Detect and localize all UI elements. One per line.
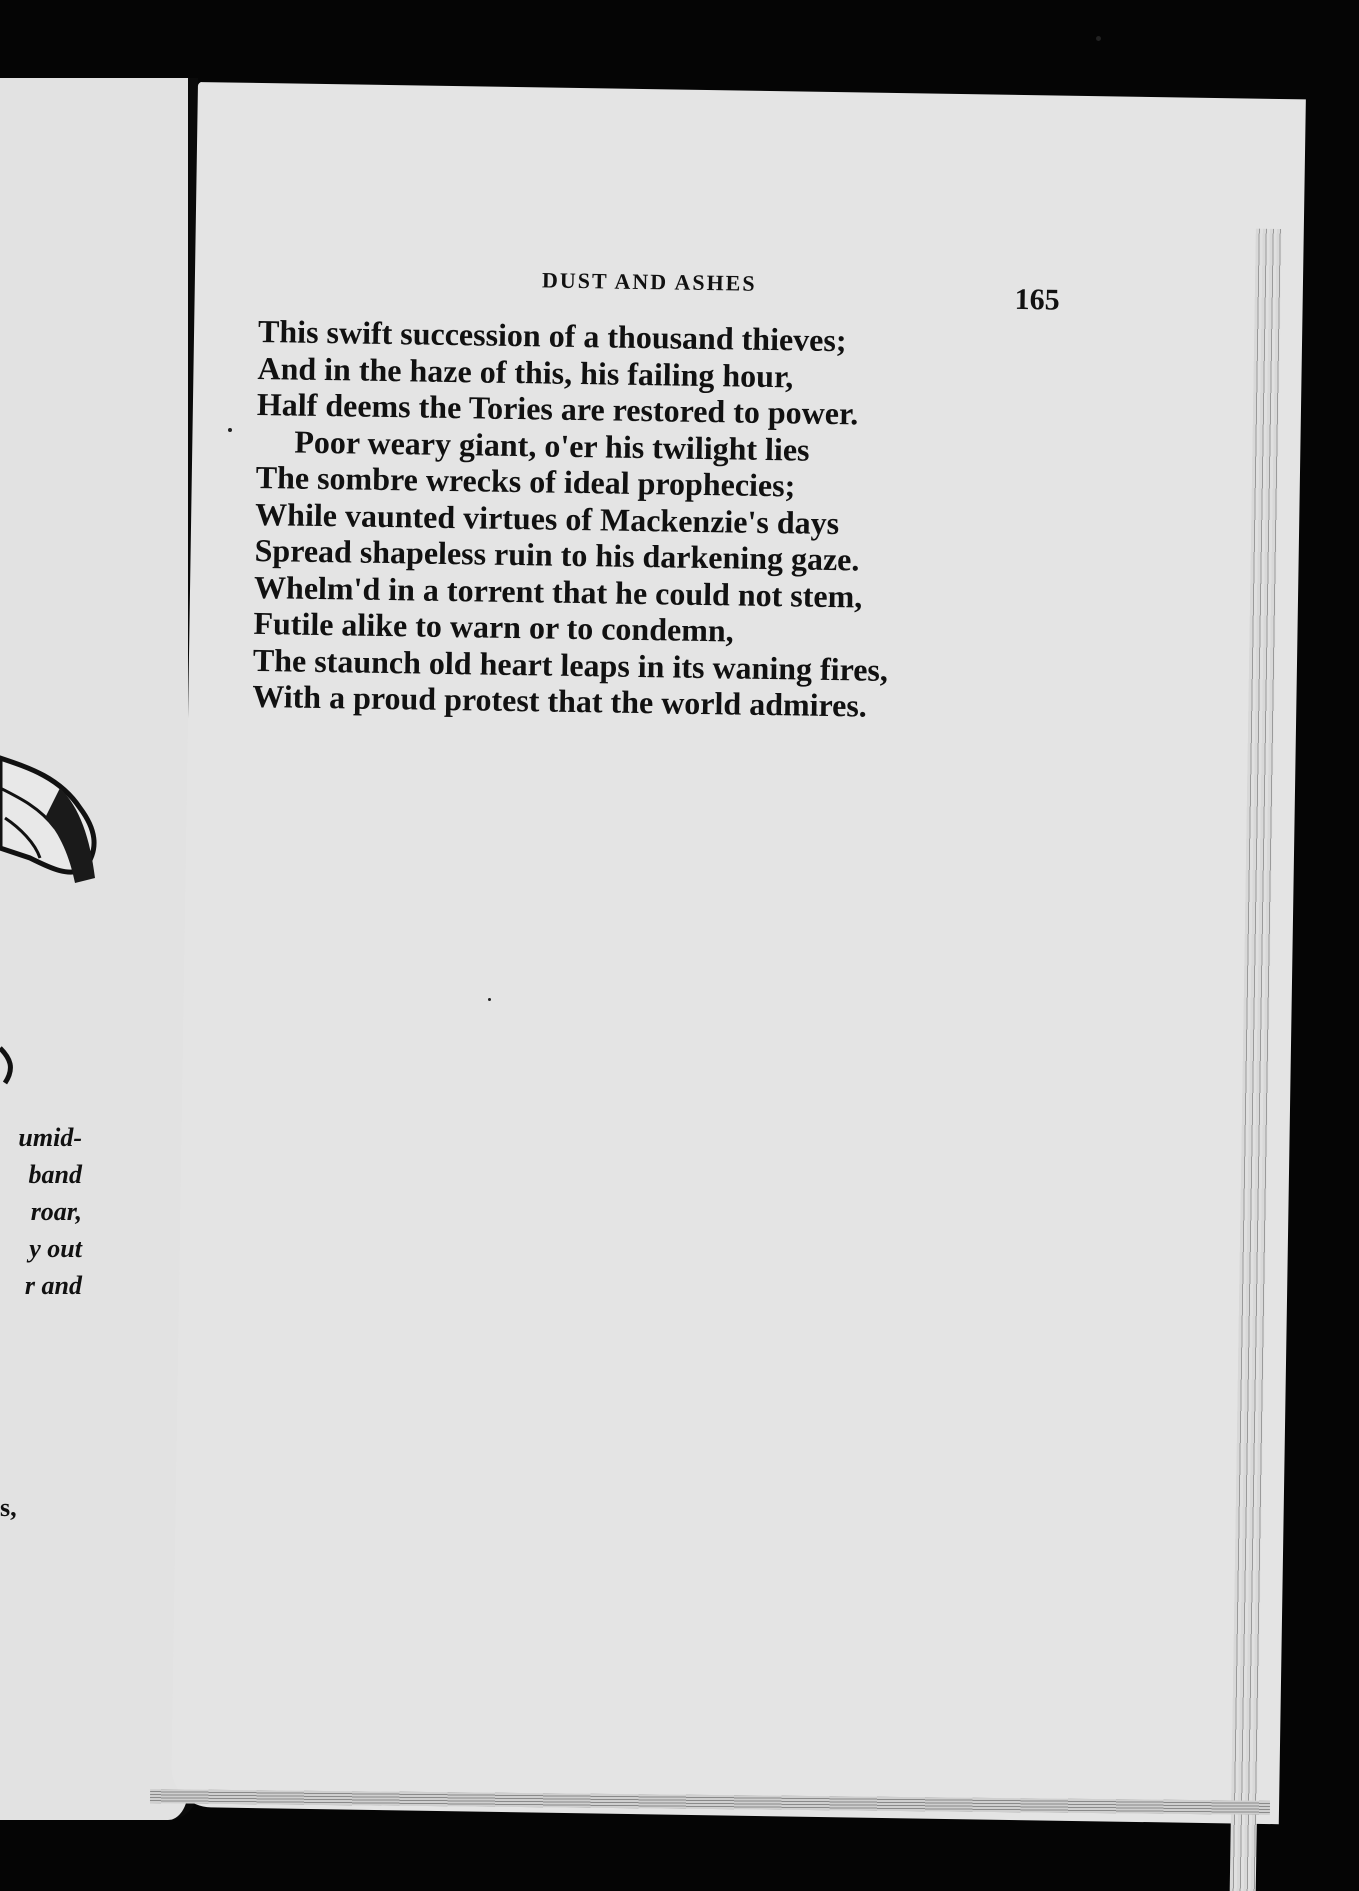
left-text-line-5: r and xyxy=(24,1271,82,1300)
poem-line: The staunch old heart leaps in its waning fires, xyxy=(252,641,889,688)
dust-speck xyxy=(228,428,232,432)
left-text-line-4: y out xyxy=(29,1234,82,1263)
poem-line: Whelm'd in a torrent that he could not stem, xyxy=(253,568,863,614)
left-text-line-1: umid- xyxy=(18,1123,82,1152)
page-number: 165 xyxy=(1014,282,1060,317)
running-head: DUST AND ASHES xyxy=(541,267,757,296)
left-text-line-3: roar, xyxy=(30,1197,82,1226)
poem-line: Half deems the Tories are restored to power. xyxy=(256,385,859,432)
left-text-line-2: band xyxy=(28,1160,82,1189)
page-edges-stack xyxy=(1229,229,1281,1891)
poem-line: This swift succession of a thousand thieves; xyxy=(257,312,847,359)
poem-line: While vaunted virtues of Mackenzie's days xyxy=(254,495,840,541)
poem-line: And in the haze of this, his failing hour, xyxy=(257,349,794,394)
poem-line: With a proud protest that the world admires. xyxy=(252,677,868,724)
poem-line: Futile alike to warn or to condemn, xyxy=(253,604,734,649)
right-page xyxy=(171,82,1306,1824)
left-text-fragment-bottom: s, xyxy=(0,1493,17,1522)
left-facing-page xyxy=(0,78,198,1820)
poem-line: The sombre wrecks of ideal prophecies; xyxy=(255,458,796,504)
animal-illustration-fragment xyxy=(0,748,110,1098)
poem-text xyxy=(252,313,893,724)
dust-speck xyxy=(1096,36,1101,41)
poem-line: Poor weary giant, o'er his twilight lies xyxy=(294,423,810,468)
poem-line: Spread shapeless ruin to his darkening gaze. xyxy=(254,531,860,578)
dust-speck xyxy=(488,998,491,1001)
